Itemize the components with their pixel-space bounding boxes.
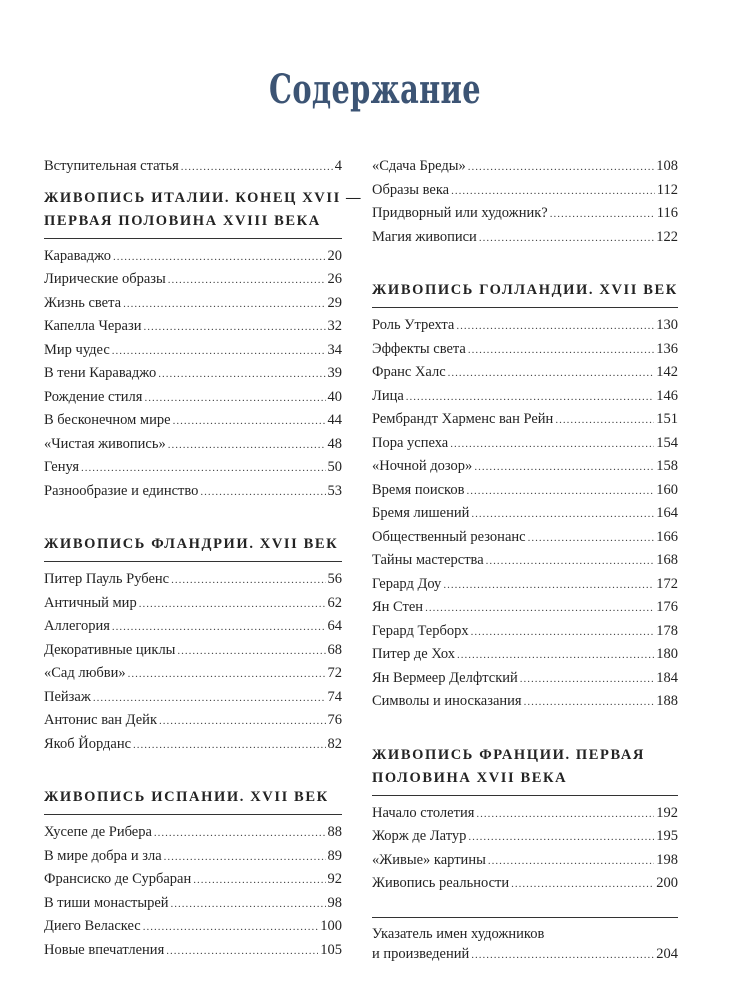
toc-entry-page: 92	[327, 871, 342, 887]
toc-entry[interactable]	[372, 596, 678, 620]
toc-entry-label: Франс Халс	[372, 364, 446, 380]
dot-leader	[524, 691, 655, 715]
dot-leader	[158, 363, 325, 387]
toc-left-column	[44, 155, 363, 962]
toc-entry-page: 56	[327, 571, 342, 587]
page-title: Содержание	[269, 66, 481, 113]
toc-entry[interactable]	[372, 549, 678, 573]
dot-leader	[113, 246, 326, 270]
toc-entry-index[interactable]	[372, 924, 678, 964]
toc-entry-label: Указатель имен художников	[372, 925, 545, 942]
toc-entry[interactable]	[44, 245, 342, 269]
toc-entry[interactable]	[372, 849, 678, 873]
toc-entry[interactable]	[372, 479, 678, 503]
toc-entry[interactable]	[372, 872, 678, 896]
toc-entry[interactable]	[44, 592, 342, 616]
toc-entry-page: 180	[656, 646, 678, 662]
toc-entry-label: «Чистая живопись»	[44, 435, 166, 452]
toc-entry[interactable]	[372, 573, 678, 597]
toc-entry-page: 89	[327, 847, 342, 864]
toc-entry-label: Якоб Йорданс	[44, 735, 132, 752]
dot-leader	[143, 916, 319, 940]
toc-entry[interactable]	[372, 502, 678, 526]
toc-entry-page: 168	[656, 552, 678, 568]
toc-entry[interactable]	[44, 686, 342, 710]
toc-entry-label: В бесконечном мире	[44, 412, 171, 428]
dot-leader	[112, 616, 326, 640]
toc-entry-label: «Ночной дозор»	[372, 458, 473, 474]
toc-entry-page: 53	[327, 482, 342, 499]
toc-entry[interactable]	[44, 892, 342, 916]
section-divider	[44, 814, 342, 815]
toc-entry[interactable]	[372, 455, 678, 479]
section-divider	[372, 917, 678, 918]
toc-entry-label: Рембрандт Харменс ван Рейн	[372, 411, 554, 427]
toc-entry[interactable]	[44, 456, 342, 480]
toc-entry-label: Образы века	[372, 181, 450, 198]
dot-leader	[471, 503, 654, 527]
toc-entry[interactable]	[372, 338, 678, 362]
toc-entry-page: 82	[327, 735, 342, 752]
toc-entry-label: Разнообразие и единство	[44, 482, 199, 499]
toc-entry-label: Караваджо	[44, 247, 111, 264]
toc-entry-label: Декоративные циклы	[44, 641, 176, 658]
toc-entry-page: 172	[656, 575, 678, 592]
toc-entry[interactable]	[44, 733, 342, 757]
toc-entry-label: Жизнь света	[44, 294, 122, 311]
dot-leader	[486, 550, 655, 574]
toc-entry-page: 20	[327, 247, 342, 264]
dot-leader	[448, 362, 655, 386]
dot-leader	[474, 456, 654, 480]
toc-entry[interactable]	[372, 202, 678, 226]
dot-leader	[123, 293, 325, 317]
toc-entry[interactable]	[372, 825, 678, 849]
dot-leader	[171, 569, 325, 593]
toc-entry[interactable]	[44, 315, 342, 339]
section-flanders	[44, 533, 342, 756]
dot-leader	[173, 410, 326, 434]
toc-entry-label: Питер де Хох	[372, 646, 456, 662]
dot-leader	[139, 593, 326, 617]
toc-entry[interactable]	[372, 226, 678, 250]
dot-leader	[550, 203, 655, 227]
toc-entry-page: 88	[327, 824, 342, 840]
section-divider	[44, 561, 342, 562]
toc-entry-page: 50	[327, 459, 342, 475]
toc-list	[44, 245, 342, 504]
dot-leader	[168, 434, 326, 458]
toc-entry[interactable]	[372, 385, 678, 409]
toc-entry-label: Живопись реальности	[372, 875, 510, 891]
toc-entry[interactable]	[44, 868, 342, 892]
toc-entry-label: Начало столетия	[372, 804, 475, 821]
section-heading-france: ЖИВОПИСЬ ФРАНЦИИ. ПЕРВАЯ ПОЛОВИНА XVII ВЕКА	[372, 746, 646, 786]
toc-entry[interactable]	[44, 409, 342, 433]
toc-entry-label: Жорж де Латур	[372, 828, 467, 844]
toc-entry[interactable]	[44, 362, 342, 386]
dot-leader	[177, 640, 325, 664]
toc-entry-label: В тени Караваджо	[44, 365, 157, 381]
toc-entry[interactable]	[372, 667, 678, 691]
dot-leader	[451, 180, 655, 204]
toc-entry-label: Хусепе де Рибера	[44, 824, 152, 840]
dot-leader	[128, 663, 326, 687]
toc-entry[interactable]	[44, 339, 342, 363]
toc-entry[interactable]	[372, 620, 678, 644]
toc-entry[interactable]	[372, 643, 678, 667]
dot-leader	[193, 869, 325, 893]
dot-leader	[520, 668, 654, 692]
toc-entry-page: 72	[327, 665, 342, 681]
section-heading-italy: ЖИВОПИСЬ ИТАЛИИ. КОНЕЦ XVII — ПЕРВАЯ ПОЛОВИНА XVIII ВЕКА	[44, 189, 363, 229]
toc-entry-label: Общественный резонанс	[372, 528, 526, 545]
toc-entry-page: 34	[327, 341, 342, 358]
toc-entry-page: 151	[656, 411, 678, 427]
toc-entry[interactable]	[44, 568, 342, 592]
toc-entry[interactable]	[372, 361, 678, 385]
toc-entry-label: Герард Доу	[372, 575, 442, 592]
toc-entry-page: 204	[656, 945, 678, 962]
section-heading-holland: ЖИВОПИСЬ ГОЛЛАНДИИ. XVII ВЕК	[372, 282, 678, 298]
toc-right-column	[372, 155, 678, 964]
section-france	[372, 744, 678, 896]
toc-entry[interactable]	[44, 292, 342, 316]
toc-entry[interactable]	[44, 915, 342, 939]
toc-entry[interactable]	[44, 939, 342, 963]
section-heading-spain: ЖИВОПИСЬ ИСПАНИИ. XVII ВЕК	[44, 789, 329, 805]
toc-entry-label: Лирические образы	[44, 271, 166, 287]
toc-entry-page: 4	[334, 158, 342, 174]
toc-entry-page: 108	[656, 158, 678, 174]
toc-entry[interactable]	[44, 845, 342, 869]
toc-entry-label: «Сад любви»	[44, 665, 126, 681]
toc-entry-page: 32	[327, 318, 342, 334]
dot-leader	[555, 409, 654, 433]
dot-leader	[144, 316, 326, 340]
toc-entry[interactable]	[44, 662, 342, 686]
toc-entry[interactable]	[44, 639, 342, 663]
toc-entry-label: Аллегория	[44, 618, 110, 634]
dot-leader	[406, 386, 654, 410]
dot-leader	[450, 433, 654, 457]
toc-entry-page: 112	[656, 181, 678, 198]
toc-entry-label: Новые впечатления	[44, 941, 165, 958]
toc-list	[372, 155, 678, 249]
toc-entry-page: 184	[656, 669, 678, 686]
toc-entry-page: 100	[320, 918, 342, 934]
dot-leader	[166, 940, 318, 964]
dot-leader	[112, 340, 326, 364]
toc-entry-label: Вступительная статья	[44, 158, 179, 174]
toc-entry-page: 192	[656, 804, 678, 821]
toc-entry-label: Придворный или художник?	[372, 205, 548, 221]
toc-entry-page: 62	[327, 594, 342, 611]
toc-entry-page: 154	[656, 434, 678, 451]
toc-entry-page: 74	[327, 688, 342, 705]
dot-leader	[488, 850, 654, 874]
toc-entry-page: 176	[656, 599, 678, 615]
toc-entry-page: 136	[656, 340, 678, 357]
dot-leader	[81, 457, 325, 481]
toc-entry[interactable]	[44, 821, 342, 845]
toc-entry-label: «Сдача Бреды»	[372, 158, 466, 174]
dot-leader	[154, 822, 326, 846]
toc-entry-page: 142	[656, 364, 678, 380]
toc-entry[interactable]	[44, 480, 342, 504]
dot-leader	[456, 315, 654, 339]
toc-entry-page: 195	[656, 828, 678, 844]
toc-entry-label: Франсиско де Сурбаран	[44, 871, 192, 887]
dot-leader	[133, 734, 325, 758]
dot-leader	[466, 480, 654, 504]
dot-leader	[468, 156, 655, 180]
dot-leader	[144, 387, 325, 411]
dot-leader	[471, 945, 654, 965]
section-spain	[44, 786, 342, 962]
toc-entry-label: Античный мир	[44, 594, 137, 611]
toc-entry-label: Ян Стен	[372, 599, 424, 615]
dot-leader	[528, 527, 655, 551]
section-divider	[44, 238, 342, 239]
toc-entry-page: 160	[656, 481, 678, 498]
dot-leader	[471, 621, 655, 645]
toc-entry-label: Питер Пауль Рубенс	[44, 571, 170, 587]
dot-leader	[476, 803, 654, 827]
toc-entry-page: 178	[656, 622, 678, 639]
dot-leader	[457, 644, 654, 668]
toc-entry-label: Диего Веласкес	[44, 918, 141, 934]
toc-entry-intro[interactable]	[44, 155, 342, 179]
toc-entry-page: 198	[656, 851, 678, 868]
toc-entry-page: 200	[656, 875, 678, 891]
toc-list	[372, 314, 678, 714]
toc-entry[interactable]	[372, 155, 678, 179]
toc-entry-label: Рождение стиля	[44, 388, 143, 405]
toc-entry[interactable]	[44, 386, 342, 410]
toc-entry-page: 164	[656, 505, 678, 521]
section-holland	[372, 279, 678, 714]
toc-entry[interactable]	[372, 802, 678, 826]
toc-entry-label: Лица	[372, 387, 404, 404]
toc-entry[interactable]	[372, 314, 678, 338]
toc-entry-label: Символы и иносказания	[372, 693, 522, 709]
toc-entry-page: 44	[327, 412, 342, 428]
toc-entry[interactable]	[44, 433, 342, 457]
toc-entry[interactable]	[372, 179, 678, 203]
toc-entry-page: 40	[327, 388, 342, 405]
toc-entry-page: 39	[327, 365, 342, 381]
toc-entry-label: Герард Терборх	[372, 622, 469, 639]
dot-leader	[511, 873, 654, 897]
toc-entry-label: Время поисков	[372, 481, 465, 498]
toc-entry-label: В тиши монастырей	[44, 894, 169, 911]
toc-entry-page: 146	[656, 387, 678, 404]
dot-leader	[479, 227, 654, 251]
toc-entry[interactable]	[372, 432, 678, 456]
toc-entry-page: 158	[656, 458, 678, 474]
dot-leader	[171, 893, 326, 917]
toc-list	[44, 821, 342, 962]
toc-entry-page: 166	[656, 528, 678, 545]
toc-entry[interactable]	[44, 615, 342, 639]
section-divider	[372, 307, 678, 308]
toc-entry-page: 48	[327, 435, 342, 452]
toc-entry-label: Роль Утрехта	[372, 317, 455, 333]
toc-entry-label: и произведений	[372, 945, 470, 962]
dot-leader	[159, 710, 326, 734]
toc-entry-label: Тайны мастерства	[372, 552, 484, 568]
toc-entry-label: Мир чудес	[44, 341, 110, 358]
toc-entry[interactable]	[44, 268, 342, 292]
toc-entry-page: 26	[327, 271, 342, 287]
dot-leader	[468, 339, 654, 363]
dot-leader	[425, 597, 654, 621]
toc-entry-page: 116	[656, 205, 678, 221]
toc-entry-page: 105	[320, 941, 342, 958]
dot-leader	[443, 574, 654, 598]
toc-entry-label: В мире добра и зла	[44, 847, 162, 864]
dot-leader	[468, 826, 654, 850]
toc-entry-page: 76	[327, 712, 342, 728]
section-heading-flanders: ЖИВОПИСЬ ФЛАНДРИИ. XVII ВЕК	[44, 536, 339, 552]
toc-entry-label: Бремя лишений	[372, 505, 470, 521]
dot-leader	[168, 269, 326, 293]
toc-entry-label: Пейзаж	[44, 688, 91, 705]
toc-entry-page: 130	[656, 317, 678, 333]
toc-entry-label: Пора успеха	[372, 434, 449, 451]
toc-entry-page: 68	[327, 641, 342, 658]
dot-leader	[200, 481, 325, 505]
dot-leader	[164, 846, 326, 870]
toc-entry-page: 98	[327, 894, 342, 911]
toc-entry[interactable]	[44, 709, 342, 733]
toc-entry-label: Ян Вермеер Делфтский	[372, 669, 518, 686]
toc-entry-label: Антонис ван Дейк	[44, 712, 157, 728]
toc-list	[372, 802, 678, 896]
toc-entry-label: «Живые» картины	[372, 851, 486, 868]
toc-list	[44, 568, 342, 756]
toc-entry-page: 64	[327, 618, 342, 634]
toc-entry-page: 122	[656, 228, 678, 245]
toc-entry[interactable]	[372, 690, 678, 714]
dot-leader	[93, 687, 326, 711]
section-italy	[44, 187, 363, 504]
dot-leader	[181, 156, 333, 180]
toc-entry[interactable]	[372, 526, 678, 550]
section-divider	[372, 795, 678, 796]
toc-entry-label: Магия живописи	[372, 228, 477, 245]
toc-entry-label: Капелла Черази	[44, 318, 142, 334]
toc-entry-label: Генуя	[44, 459, 80, 475]
toc-entry-label: Эффекты света	[372, 340, 466, 357]
toc-entry-page: 188	[656, 693, 678, 709]
toc-entry[interactable]	[372, 408, 678, 432]
toc-entry-page: 29	[327, 294, 342, 311]
